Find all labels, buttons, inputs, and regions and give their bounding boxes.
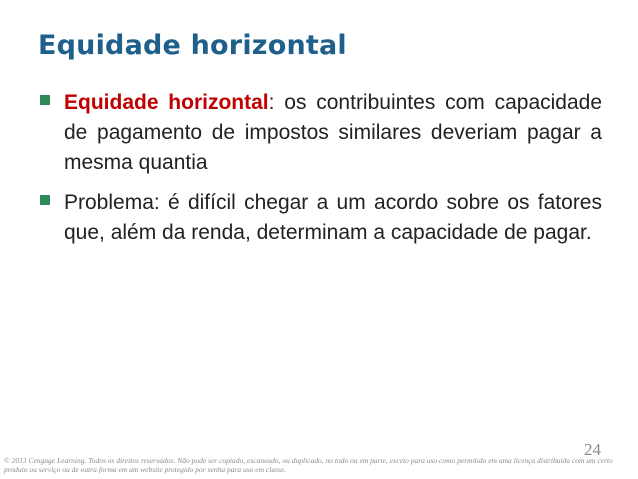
square-bullet-icon: [40, 95, 50, 105]
bullet-body: : os contribuintes com capacidade de pagamento de impostos similares deveriam pagar a mesma quantia: [64, 91, 603, 174]
bullet-body: Problema: é difícil chegar a um acordo sobre os fatores que, além da renda, determinam a capacidade de pagar.: [64, 191, 602, 244]
slide-title: Equidade horizontal: [38, 30, 347, 61]
highlighted-term: Equidade horizontal: [64, 91, 269, 114]
page-number: 24: [584, 440, 601, 459]
bullet-item: [38, 188, 602, 248]
copyright-notice: © 2013 Cengage Learning. Todos os direitos reservados. Não pode ser copiado, escaneado, ou duplicado, no todo ou em parte, exceto para uso como permitido em uma licença distribuída com um certo produto ou serviço ou de outra forma em um website protegido por senha para uso em classe.: [4, 456, 613, 474]
bullet-list: [38, 88, 602, 258]
bullet-item: [38, 88, 602, 178]
bullet-text: [64, 188, 602, 248]
bullet-text: [64, 88, 602, 178]
square-bullet-icon: [40, 195, 50, 205]
